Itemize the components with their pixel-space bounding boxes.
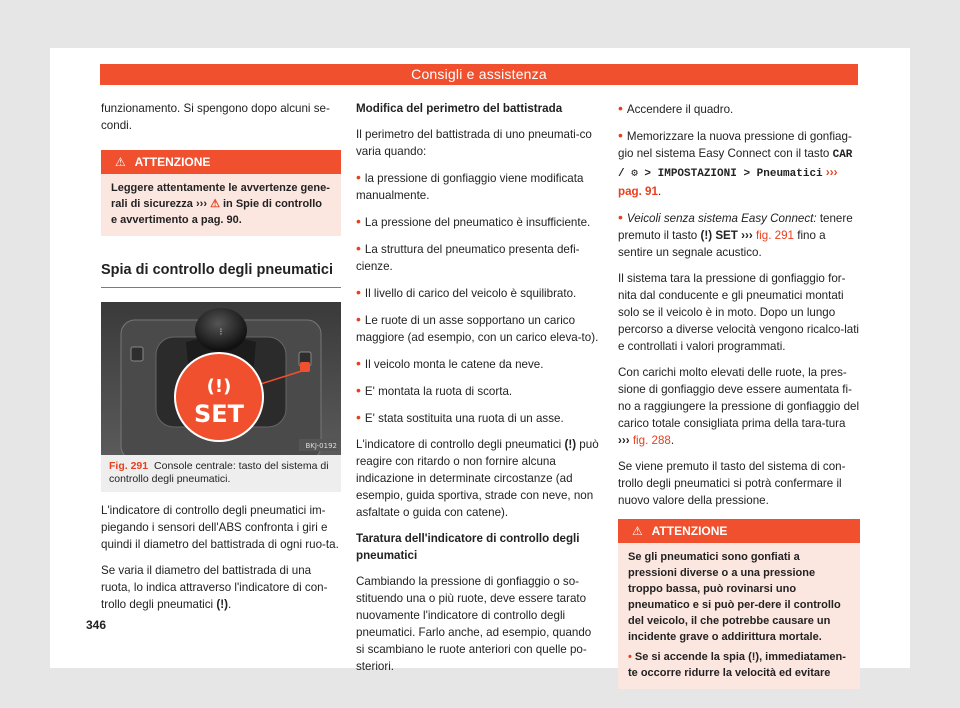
- figure-label: Fig. 291: [109, 460, 149, 472]
- paragraph: Con carichi molto elevati delle ruote, la pres-sione di gonfiaggio deve essere aumentata fi-no a raggiungere la pressione di gonfiaggio del carico totale consigliata prima della tara-tura ››› fig. 288.: [618, 366, 860, 447]
- svg-text:⁝: ⁝: [219, 327, 223, 338]
- warning-title: ATTENZIONE: [651, 524, 728, 538]
- paragraph: [356, 436, 602, 521]
- paragraph-text: L'indicatore di controllo degli pneumatici: [356, 438, 562, 451]
- paragraph-end: .: [227, 598, 232, 611]
- list-item: • E' montata la ruota di scorta.: [356, 382, 513, 398]
- italic-label: Veicoli senza sistema Easy Connect:: [626, 212, 817, 225]
- reference-arrows: ›››: [741, 229, 753, 242]
- list-item: • Il livello di carico del veicolo è squilibrato.: [356, 284, 577, 300]
- tpms-icon: (!): [700, 229, 713, 242]
- list-item: • la pressione di gonfiaggio viene modificata manualmente.: [356, 169, 584, 202]
- warning-header: [101, 150, 341, 174]
- paragraph: Il sistema tara la pressione di gonfiaggio for-nita dal conducente e gli pneumatici montati solo se il veicolo è in moto. Dopo un lungo percorso a diverse velocità vengono ricalco-lati e controllati i valori programmati.: [618, 272, 860, 353]
- menu-path: CAR / ⚙ > IMPOSTAZIONI > Pneumatici: [618, 149, 853, 180]
- reference-arrows: ›››: [618, 434, 630, 447]
- figure-reference-link[interactable]: fig. 291: [755, 229, 794, 242]
- list-item: • Memorizzare la nuova pressione di gonfiag-gio nel sistema Easy Connect con il tasto CAR / ⚙ > IMPOSTAZIONI > Pneumatici ››› pag. 91.: [618, 127, 853, 198]
- tpms-icon: (!): [564, 438, 577, 451]
- subtitle: Taratura dell'indicatore di controllo degli pneumatici: [356, 532, 580, 562]
- column-3: [618, 100, 860, 699]
- subtitle: Modifica del perimetro del battistrada: [356, 102, 563, 115]
- figure-caption-text: Console centrale: tasto del sistema di controllo degli pneumatici.: [109, 460, 329, 485]
- column-2: [356, 100, 602, 684]
- list-item: • E' stata sostituita una ruota di un asse.: [356, 409, 564, 425]
- tpms-icon: (!): [216, 598, 228, 611]
- bullet-list: [356, 169, 602, 427]
- list-item: • Veicoli senza sistema Easy Connect: tenere premuto il tasto (!) SET ››› fig. 291 fino a sentire un segnale acustico.: [618, 209, 853, 259]
- warning-text: Se gli pneumatici sono gonfiati a pressioni diverse o a una pressione troppo bassa, può rovinarsi uno pneumatico e si può per-dere il controllo del veicolo, il che potrebbe causare un incidente grave o addirittura mortale.: [628, 551, 841, 643]
- list-item: • La pressione del pneumatico è insufficiente.: [356, 213, 591, 229]
- warning-box: [618, 519, 860, 689]
- warning-box: [101, 150, 341, 236]
- paragraph: Se viene premuto il tasto del sistema di con-trollo degli pneumatici si potrà confermare il nuovo valore della pressione.: [618, 460, 846, 507]
- tpms-icon: (!): [748, 651, 760, 663]
- figure-291: [101, 302, 341, 492]
- warning-icon: ⚠: [632, 524, 643, 538]
- warning-header: [618, 519, 860, 543]
- warning-icon: ⚠: [115, 155, 126, 169]
- warning-reference-link[interactable]: in Spie di controllo e avvertimento a pag. 90.: [111, 198, 322, 226]
- console-photo: [101, 302, 341, 455]
- intro-paragraph: funzionamento. Si spengono dopo alcuni se-condi.: [101, 102, 330, 132]
- figure-caption: [101, 455, 341, 492]
- paragraph-text: può reagire con ritardo o non fornire alcuna indicazione in determinate circostanze (ad esempio, guida sportiva, strade con neve, non asfaltate o guida con catene).: [356, 438, 599, 519]
- figure-code: BKJ-0192: [305, 442, 337, 450]
- list-item: • Le ruote di un asse sopportano un carico maggiore (ad esempio, con un carico eleva-to).: [356, 311, 599, 344]
- column-1: [101, 100, 341, 622]
- set-label: SET: [715, 229, 738, 242]
- warning-title: ATTENZIONE: [134, 155, 211, 169]
- warning-body: [101, 174, 341, 236]
- set-button-label: SET: [193, 400, 245, 428]
- list-item: • Accendere il quadro.: [618, 100, 734, 116]
- svg-text:(!): (!): [206, 376, 232, 397]
- paragraph: Il perimetro del battistrada di uno pneumati-co varia quando:: [356, 128, 592, 158]
- warning-text: Leggere attentamente le avvertenze gene-rali di sicurezza: [111, 182, 330, 210]
- figure-reference-link[interactable]: fig. 288: [632, 434, 671, 447]
- page-number: 346: [86, 618, 107, 632]
- list-item: • Il veicolo monta le catene da neve.: [356, 355, 544, 371]
- warning-bullet: • Se si accende la spia (!), immediatamen-te occorre ridurre la velocità ed evitare: [628, 651, 846, 679]
- list-item: • La struttura del pneumatico presenta defi-cienze.: [356, 240, 580, 273]
- reference-arrows: ›››: [196, 198, 207, 210]
- warning-body: [618, 543, 860, 689]
- page-reference-link[interactable]: ››› pag. 91: [618, 166, 838, 198]
- paragraph: L'indicatore di controllo degli pneumatici im-piegando i sensori dell'ABS confronta i giri e quindi il diametro del battistrada di ogni ruo-ta.: [101, 504, 339, 551]
- paragraph: Cambiando la pressione di gonfiaggio o so-stituendo una o più ruote, deve essere tarato nuovamente l'indicatore di controllo degli pneumatici. Farlo anche, ad esempio, quando si scambiano le ruote anteriori con quelle po-steriori.: [356, 575, 592, 673]
- paragraph-text: Se varia il diametro del battistrada di una ruota, lo indica attraverso l'indicatore di con-trollo degli pneumatici: [101, 564, 328, 611]
- paragraph: [101, 562, 341, 613]
- warning-icon: ⚠: [210, 198, 220, 210]
- section-title: Spia di controllo degli pneumatici: [101, 262, 341, 288]
- section-header: Consigli e assistenza: [100, 64, 858, 85]
